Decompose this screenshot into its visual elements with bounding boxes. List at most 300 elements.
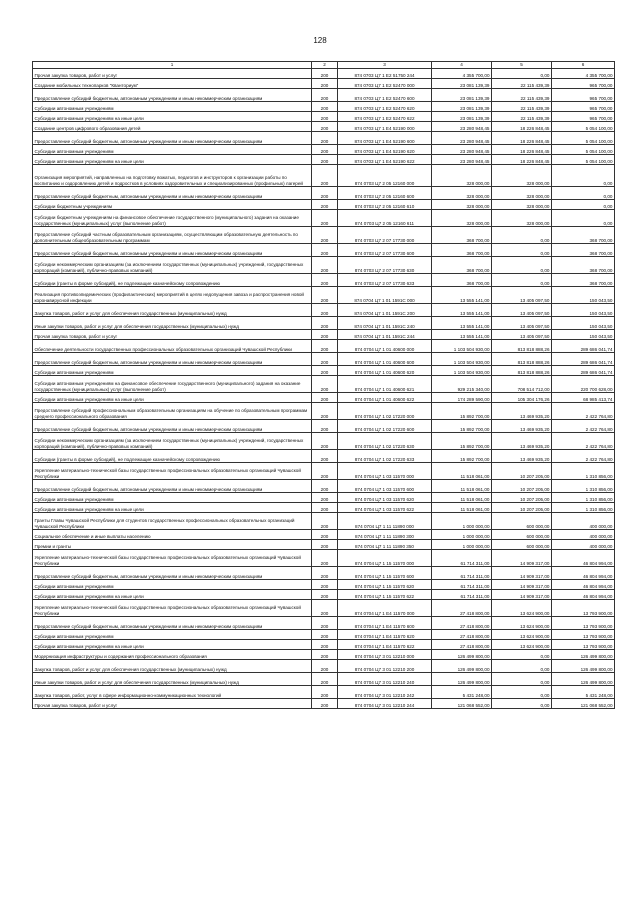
row-unexecuted: 368 700,00 xyxy=(552,257,615,274)
row-budget-code: 874 0704 Ц7 1 01 40600 600 xyxy=(338,353,432,366)
row-executed: 18 226 848,45 xyxy=(492,155,552,165)
page-number: 128 xyxy=(313,36,327,45)
row-name: Предоставление субсидий бюджетным, автономным учреждениям и иным некоммерческим организациям xyxy=(33,89,312,102)
row-admin-code: 200 xyxy=(312,660,338,673)
row-name: Субсидии (гранты в форме субсидий), не подлежащие казначейскому сопровождению xyxy=(33,274,312,287)
row-unexecuted: 1 310 856,00 xyxy=(552,463,615,480)
row-approved: 1 000 000,00 xyxy=(432,530,492,540)
table-row xyxy=(33,287,615,304)
table-row xyxy=(33,567,615,580)
row-approved: 126 499 800,00 xyxy=(432,650,492,660)
table-row xyxy=(33,590,615,600)
row-admin-code: 200 xyxy=(312,376,338,393)
row-name: Субсидии некоммерческим организациям (за исключением государственных (муниципальных) учреждений, государственных корпораций (компаний), публично-правовых компаний) xyxy=(33,257,312,274)
row-name: Субсидии бюджетным учреждениям xyxy=(33,200,312,210)
row-name: Реализация противоэпидемических (профилактических) мероприятий в целях недопущения завоза и распространения новой коронавирусной инфекции xyxy=(33,287,312,304)
table-row xyxy=(33,600,615,617)
row-budget-code: 874 0704 Ц7 1 02 17220 000 xyxy=(338,403,432,420)
row-executed: 600 000,00 xyxy=(492,513,552,530)
row-budget-code: 874 0703 Ц7 1 Е2 52470 000 xyxy=(338,79,432,89)
row-admin-code: 200 xyxy=(312,590,338,600)
table-row xyxy=(33,660,615,673)
row-admin-code: 200 xyxy=(312,580,338,590)
row-executed: 13 624 900,00 xyxy=(492,630,552,640)
row-unexecuted: 68 985 413,74 xyxy=(552,393,615,403)
row-executed: 13 405 097,50 xyxy=(492,287,552,304)
row-admin-code: 200 xyxy=(312,200,338,210)
table-row xyxy=(33,102,615,112)
row-executed: 14 909 317,00 xyxy=(492,550,552,567)
row-budget-code: 874 0703 Ц7 2 05 12160 610 xyxy=(338,200,432,210)
row-unexecuted: 368 700,00 xyxy=(552,244,615,257)
table-header-row xyxy=(33,62,615,69)
header-cell: 2 xyxy=(312,62,338,69)
row-name: Предоставление субсидий бюджетным, автономным учреждениям и иным некоммерческим организациям xyxy=(33,353,312,366)
row-executed: 0,00 xyxy=(492,673,552,686)
table-row xyxy=(33,480,615,493)
row-budget-code: 874 0703 Ц7 2 05 12160 611 xyxy=(338,210,432,227)
row-unexecuted: 5 054 100,00 xyxy=(552,145,615,155)
row-unexecuted: 1 310 856,00 xyxy=(552,503,615,513)
row-executed: 328 000,00 xyxy=(492,210,552,227)
row-executed: 18 226 848,45 xyxy=(492,122,552,132)
row-unexecuted: 965 700,00 xyxy=(552,112,615,122)
row-name: Предоставление субсидий бюджетным, автономным учреждениям и иным некоммерческим организациям xyxy=(33,617,312,630)
row-name: Субсидии автономным учреждениям xyxy=(33,366,312,376)
row-approved: 23 280 948,45 xyxy=(432,155,492,165)
row-approved: 1 103 504 930,00 xyxy=(432,366,492,376)
row-executed: 13 405 097,50 xyxy=(492,330,552,340)
row-admin-code: 200 xyxy=(312,503,338,513)
table-row xyxy=(33,227,615,244)
row-admin-code: 200 xyxy=(312,366,338,376)
row-approved: 368 700,00 xyxy=(432,274,492,287)
table-row xyxy=(33,257,615,274)
row-name: Прочая закупка товаров, работ и услуг xyxy=(33,330,312,340)
row-approved: 23 081 139,39 xyxy=(432,79,492,89)
row-approved: 121 068 552,00 xyxy=(432,699,492,709)
table-row xyxy=(33,244,615,257)
row-unexecuted: 0,00 xyxy=(552,200,615,210)
row-name: Субсидии автономным учреждениям на иные цели xyxy=(33,590,312,600)
row-budget-code: 874 0703 Ц7 2 05 12160 600 xyxy=(338,187,432,200)
row-budget-code: 874 0704 Ц7 1 03 11570 600 xyxy=(338,480,432,493)
table-row xyxy=(33,686,615,699)
row-unexecuted: 150 043,50 xyxy=(552,330,615,340)
row-unexecuted: 289 686 041,74 xyxy=(552,340,615,353)
row-executed: 13 624 900,00 xyxy=(492,617,552,630)
row-executed: 0,00 xyxy=(492,244,552,257)
row-unexecuted: 0,00 xyxy=(552,210,615,227)
row-executed: 22 115 439,39 xyxy=(492,102,552,112)
table-row xyxy=(33,79,615,89)
row-unexecuted: 400 000,00 xyxy=(552,540,615,550)
row-name: Предоставление субсидий бюджетным, автономным учреждениям и иным некоммерческим организациям xyxy=(33,420,312,433)
row-admin-code: 200 xyxy=(312,640,338,650)
row-budget-code: 874 0703 Ц7 2 07 17730 630 xyxy=(338,257,432,274)
row-budget-code: 874 0703 Ц7 2 07 17730 000 xyxy=(338,227,432,244)
table-row xyxy=(33,317,615,330)
table-row xyxy=(33,200,615,210)
table-row xyxy=(33,673,615,686)
row-executed: 0,00 xyxy=(492,699,552,709)
row-approved: 368 700,00 xyxy=(432,244,492,257)
row-admin-code: 200 xyxy=(312,530,338,540)
row-executed: 0,00 xyxy=(492,227,552,244)
table-row xyxy=(33,274,615,287)
row-approved: 61 714 311,00 xyxy=(432,567,492,580)
row-admin-code: 200 xyxy=(312,617,338,630)
row-executed: 0,00 xyxy=(492,69,552,79)
table-row xyxy=(33,376,615,393)
row-approved: 27 418 800,00 xyxy=(432,617,492,630)
row-approved: 11 518 061,00 xyxy=(432,503,492,513)
row-budget-code: 874 0704 Ц7 1 03 11570 622 xyxy=(338,503,432,513)
row-budget-code: 874 0704 Ц7 3 01 12210 240 xyxy=(338,673,432,686)
row-executed: 105 304 176,26 xyxy=(492,393,552,403)
row-unexecuted: 2 422 764,80 xyxy=(552,433,615,450)
row-unexecuted: 2 422 764,80 xyxy=(552,420,615,433)
row-budget-code: 874 0704 Ц7 1 01 40600 620 xyxy=(338,366,432,376)
row-admin-code: 200 xyxy=(312,287,338,304)
row-unexecuted: 400 000,00 xyxy=(552,530,615,540)
row-approved: 328 000,00 xyxy=(432,210,492,227)
row-name: Субсидии бюджетным учреждениям на финансовое обеспечение государственного (муниципального) задания на оказание государственных (муниципальных) услуг (выполнение работ) xyxy=(33,210,312,227)
header-cell: 3 xyxy=(338,62,432,69)
row-unexecuted: 4 355 700,00 xyxy=(552,69,615,79)
table-row xyxy=(33,463,615,480)
row-name: Укрепление материально-технической базы государственных профессиональных образовательных организаций Чувашской Республики xyxy=(33,600,312,617)
row-approved: 13 555 141,00 xyxy=(432,330,492,340)
row-approved: 13 555 141,00 xyxy=(432,287,492,304)
row-budget-code: 874 0704 Ц7 1 03 11570 620 xyxy=(338,493,432,503)
row-approved: 4 355 700,00 xyxy=(432,69,492,79)
row-name: Организация мероприятий, направленных на подготовку вожатых, педагогов и инструкторов к организации работы по воспитанию и оздоровлению детей и подростков в условиях оздоровительных и специализированных (профильных) лагерей xyxy=(33,165,312,187)
row-unexecuted: 46 804 994,00 xyxy=(552,580,615,590)
row-name: Предоставление субсидий бюджетным, автономным учреждениям и иным некоммерческим организациям xyxy=(33,132,312,145)
row-executed: 10 207 205,00 xyxy=(492,493,552,503)
row-name: Субсидии автономным учреждениям xyxy=(33,102,312,112)
row-admin-code: 200 xyxy=(312,132,338,145)
row-name: Закупка товаров, работ и услуг для обеспечения государственных (муниципальных) нужд xyxy=(33,660,312,673)
row-admin-code: 200 xyxy=(312,69,338,79)
row-budget-code: 874 0704 Ц7 1 01 40600 622 xyxy=(338,393,432,403)
row-executed: 13 469 935,20 xyxy=(492,450,552,463)
row-admin-code: 200 xyxy=(312,393,338,403)
budget-table xyxy=(32,61,615,709)
row-unexecuted: 2 422 764,80 xyxy=(552,403,615,420)
row-approved: 23 280 948,45 xyxy=(432,122,492,132)
row-name: Укрепление материально-технической базы государственных профессиональных образовательных организаций Чувашской Республики xyxy=(33,550,312,567)
row-executed: 22 115 439,39 xyxy=(492,89,552,102)
table-row xyxy=(33,187,615,200)
row-name: Иные закупки товаров, работ и услуг для обеспечения государственных (муниципальных) нужд xyxy=(33,317,312,330)
row-executed: 600 000,00 xyxy=(492,530,552,540)
row-approved: 27 418 800,00 xyxy=(432,640,492,650)
row-name: Субсидии автономным учреждениям на финансовое обеспечение государственного (муниципального) задания на оказание государственных (муниципальных) услуг (выполнение работ) xyxy=(33,376,312,393)
table-row xyxy=(33,580,615,590)
row-budget-code: 874 0704 Ц7 1 Е4 11570 000 xyxy=(338,600,432,617)
row-unexecuted: 126 499 800,00 xyxy=(552,650,615,660)
row-unexecuted: 126 499 800,00 xyxy=(552,673,615,686)
row-approved: 13 555 141,00 xyxy=(432,317,492,330)
table-row xyxy=(33,493,615,503)
row-name: Предоставление субсидий частным образовательным организациям, осуществляющим образовательную деятельность по дополнительным общеобразовательным программам xyxy=(33,227,312,244)
row-unexecuted: 126 499 800,00 xyxy=(552,660,615,673)
row-unexecuted: 965 700,00 xyxy=(552,79,615,89)
row-name: Субсидии автономным учреждениям на иные цели xyxy=(33,640,312,650)
table-row xyxy=(33,503,615,513)
row-unexecuted: 965 700,00 xyxy=(552,102,615,112)
row-approved: 11 518 061,00 xyxy=(432,480,492,493)
row-unexecuted: 368 700,00 xyxy=(552,227,615,244)
row-name: Предоставление субсидий бюджетным, автономным учреждениям и иным некоммерческим организациям xyxy=(33,480,312,493)
table-row xyxy=(33,165,615,187)
table-row xyxy=(33,650,615,660)
row-approved: 1 000 000,00 xyxy=(432,540,492,550)
row-unexecuted: 1 310 856,00 xyxy=(552,480,615,493)
header-cell: 1 xyxy=(33,62,312,69)
row-approved: 27 418 800,00 xyxy=(432,630,492,640)
row-unexecuted: 13 793 900,00 xyxy=(552,600,615,617)
row-admin-code: 200 xyxy=(312,540,338,550)
row-name: Субсидии автономным учреждениям xyxy=(33,630,312,640)
row-name: Гранты Главы Чувашской Республики для студентов государственных профессиональных образовательных организаций Чувашской Республики xyxy=(33,513,312,530)
row-unexecuted: 5 431 248,00 xyxy=(552,686,615,699)
row-name: Укрепление материально-технической базы государственных профессиональных образовательных организаций Чувашской Республики xyxy=(33,463,312,480)
row-executed: 22 115 439,39 xyxy=(492,112,552,122)
row-name: Субсидии автономным учреждениям на иные цели xyxy=(33,393,312,403)
row-executed: 18 226 848,45 xyxy=(492,132,552,145)
row-name: Субсидии автономным учреждениям на иные цели xyxy=(33,155,312,165)
row-name: Субсидии автономным учреждениям xyxy=(33,493,312,503)
row-admin-code: 200 xyxy=(312,187,338,200)
row-admin-code: 200 xyxy=(312,244,338,257)
row-admin-code: 200 xyxy=(312,630,338,640)
table-row xyxy=(33,366,615,376)
row-unexecuted: 2 422 764,80 xyxy=(552,450,615,463)
row-name: Социальное обеспечение и иные выплаты населению xyxy=(33,530,312,540)
row-name: Иные закупки товаров, работ и услуг для обеспечения государственных (муниципальных) нужд xyxy=(33,673,312,686)
row-unexecuted: 289 686 041,74 xyxy=(552,366,615,376)
row-approved: 126 499 800,00 xyxy=(432,673,492,686)
row-approved: 328 000,00 xyxy=(432,187,492,200)
row-executed: 13 405 097,50 xyxy=(492,304,552,317)
row-budget-code: 874 0704 Ц7 1 02 17220 630 xyxy=(338,433,432,450)
row-budget-code: 874 0703 Ц7 2 07 17730 600 xyxy=(338,244,432,257)
row-name: Премии и гранты xyxy=(33,540,312,550)
row-budget-code: 874 0703 Ц7 1 Е2 52470 620 xyxy=(338,102,432,112)
table-row xyxy=(33,353,615,366)
table-row xyxy=(33,617,615,630)
row-executed: 813 818 888,26 xyxy=(492,340,552,353)
header-cell: 4 xyxy=(432,62,492,69)
row-executed: 0,00 xyxy=(492,650,552,660)
row-name: Закупка товаров, работ, услуг в сфере информационно-коммуникационных технологий xyxy=(33,686,312,699)
row-unexecuted: 5 054 100,00 xyxy=(552,155,615,165)
row-executed: 0,00 xyxy=(492,660,552,673)
table-row xyxy=(33,640,615,650)
row-approved: 11 518 061,00 xyxy=(432,463,492,480)
row-admin-code: 200 xyxy=(312,480,338,493)
row-budget-code: 874 0703 Ц7 1 Е4 52190 000 xyxy=(338,122,432,132)
row-budget-code: 874 0703 Ц7 2 05 12160 000 xyxy=(338,165,432,187)
row-approved: 1 103 504 930,00 xyxy=(432,340,492,353)
row-unexecuted: 46 804 994,00 xyxy=(552,590,615,600)
row-approved: 61 714 311,00 xyxy=(432,580,492,590)
row-admin-code: 200 xyxy=(312,165,338,187)
row-budget-code: 874 0704 Ц7 1 02 17220 600 xyxy=(338,420,432,433)
row-budget-code: 874 0704 Ц7 1 15 11570 000 xyxy=(338,550,432,567)
row-unexecuted: 5 054 100,00 xyxy=(552,132,615,145)
row-unexecuted: 965 700,00 xyxy=(552,89,615,102)
row-budget-code: 874 0704 Ц7 3 01 12210 244 xyxy=(338,699,432,709)
row-approved: 23 280 948,45 xyxy=(432,132,492,145)
row-admin-code: 200 xyxy=(312,227,338,244)
row-budget-code: 874 0704 Ц7 1 01 1591С 244 xyxy=(338,330,432,340)
row-budget-code: 874 0704 Ц7 1 15 11570 622 xyxy=(338,590,432,600)
row-executed: 813 818 888,26 xyxy=(492,366,552,376)
row-executed: 13 624 900,00 xyxy=(492,640,552,650)
row-executed: 10 207 205,00 xyxy=(492,463,552,480)
row-executed: 18 226 848,45 xyxy=(492,145,552,155)
row-unexecuted: 46 804 994,00 xyxy=(552,550,615,567)
row-admin-code: 200 xyxy=(312,102,338,112)
row-admin-code: 200 xyxy=(312,433,338,450)
row-budget-code: 874 0703 Ц7 1 Е2 51750 244 xyxy=(338,69,432,79)
row-admin-code: 200 xyxy=(312,340,338,353)
table-row xyxy=(33,433,615,450)
row-name: Модернизация инфраструктуры и содержания профессионального образования xyxy=(33,650,312,660)
row-approved: 328 000,00 xyxy=(432,165,492,187)
row-budget-code: 874 0703 Ц7 1 Е4 52190 600 xyxy=(338,132,432,145)
table-row xyxy=(33,630,615,640)
row-unexecuted: 289 686 041,74 xyxy=(552,353,615,366)
row-budget-code: 874 0703 Ц7 1 Е2 52470 600 xyxy=(338,89,432,102)
row-admin-code: 200 xyxy=(312,567,338,580)
row-approved: 368 700,00 xyxy=(432,257,492,274)
row-unexecuted: 150 043,50 xyxy=(552,304,615,317)
row-name: Субсидии автономным учреждениям xyxy=(33,580,312,590)
row-executed: 708 514 712,00 xyxy=(492,376,552,393)
table-row xyxy=(33,155,615,165)
row-budget-code: 874 0704 Ц7 3 01 12210 000 xyxy=(338,650,432,660)
header-cell: 5 xyxy=(492,62,552,69)
row-approved: 1 000 000,00 xyxy=(432,513,492,530)
table-row xyxy=(33,340,615,353)
row-budget-code: 874 0704 Ц7 1 01 1591С 200 xyxy=(338,304,432,317)
row-budget-code: 874 0704 Ц7 1 11 11890 350 xyxy=(338,540,432,550)
row-executed: 813 818 888,26 xyxy=(492,353,552,366)
row-budget-code: 874 0704 Ц7 1 01 1591С 000 xyxy=(338,287,432,304)
row-budget-code: 874 0703 Ц7 1 Е2 52470 622 xyxy=(338,112,432,122)
table-row xyxy=(33,69,615,79)
row-unexecuted: 150 043,50 xyxy=(552,317,615,330)
row-name: Субсидии некоммерческим организациям (за исключением государственных (муниципальных) учреждений, государственных корпораций (компаний), публично-правовых компаний) xyxy=(33,433,312,450)
row-executed: 14 909 317,00 xyxy=(492,580,552,590)
row-admin-code: 200 xyxy=(312,699,338,709)
row-name: Предоставление субсидий бюджетным, автономным учреждениям и иным некоммерческим организациям xyxy=(33,244,312,257)
row-approved: 15 892 700,00 xyxy=(432,420,492,433)
table-row xyxy=(33,420,615,433)
row-unexecuted: 13 793 900,00 xyxy=(552,640,615,650)
table-row xyxy=(33,403,615,420)
table-row xyxy=(33,89,615,102)
row-admin-code: 200 xyxy=(312,403,338,420)
row-executed: 328 000,00 xyxy=(492,187,552,200)
row-executed: 600 000,00 xyxy=(492,540,552,550)
table-row xyxy=(33,122,615,132)
row-executed: 22 115 439,39 xyxy=(492,79,552,89)
row-name: Субсидии автономным учреждениям xyxy=(33,145,312,155)
row-unexecuted: 368 700,00 xyxy=(552,274,615,287)
row-name: Субсидии (гранты в форме субсидий), не подлежащие казначейскому сопровождению xyxy=(33,450,312,463)
row-approved: 15 892 700,00 xyxy=(432,450,492,463)
row-approved: 5 431 248,00 xyxy=(432,686,492,699)
row-admin-code: 200 xyxy=(312,550,338,567)
row-admin-code: 200 xyxy=(312,79,338,89)
row-approved: 23 280 948,45 xyxy=(432,145,492,155)
table-row xyxy=(33,699,615,709)
table-row xyxy=(33,145,615,155)
row-admin-code: 200 xyxy=(312,600,338,617)
row-name: Субсидии автономным учреждениям на иные цели xyxy=(33,503,312,513)
row-admin-code: 200 xyxy=(312,450,338,463)
row-name: Закупка товаров, работ и услуг для обеспечения государственных (муниципальных) нужд xyxy=(33,304,312,317)
table-row xyxy=(33,210,615,227)
row-name: Обеспечение деятельности государственных профессиональных образовательных организаций Чувашской Республики xyxy=(33,340,312,353)
row-executed: 13 469 935,20 xyxy=(492,420,552,433)
row-admin-code: 200 xyxy=(312,257,338,274)
row-admin-code: 200 xyxy=(312,112,338,122)
row-unexecuted: 121 068 552,00 xyxy=(552,699,615,709)
row-budget-code: 874 0704 Ц7 1 15 11570 620 xyxy=(338,580,432,590)
row-approved: 174 289 590,00 xyxy=(432,393,492,403)
row-name: Создание мобильных технопарков "Кванториум" xyxy=(33,79,312,89)
table-row xyxy=(33,540,615,550)
table-row xyxy=(33,112,615,122)
row-admin-code: 200 xyxy=(312,420,338,433)
table-row xyxy=(33,304,615,317)
row-unexecuted: 1 310 856,00 xyxy=(552,493,615,503)
row-budget-code: 874 0704 Ц7 1 03 11570 000 xyxy=(338,463,432,480)
row-name: Создание центров цифрового образования детей xyxy=(33,122,312,132)
row-budget-code: 874 0704 Ц7 1 15 11570 600 xyxy=(338,567,432,580)
row-admin-code: 200 xyxy=(312,317,338,330)
row-executed: 13 469 935,20 xyxy=(492,433,552,450)
row-name: Прочая закупка товаров, работ и услуг xyxy=(33,69,312,79)
row-name: Предоставление субсидий профессиональным образовательным организациям на обучение по образовательным программам среднего профессионального образования xyxy=(33,403,312,420)
row-budget-code: 874 0703 Ц7 1 Е4 52190 622 xyxy=(338,155,432,165)
row-unexecuted: 150 043,50 xyxy=(552,287,615,304)
row-admin-code: 200 xyxy=(312,493,338,503)
row-executed: 14 909 317,00 xyxy=(492,567,552,580)
row-executed: 0,00 xyxy=(492,686,552,699)
row-admin-code: 200 xyxy=(312,304,338,317)
row-unexecuted: 220 700 628,00 xyxy=(552,376,615,393)
row-admin-code: 200 xyxy=(312,145,338,155)
row-budget-code: 874 0703 Ц7 1 Е4 52190 620 xyxy=(338,145,432,155)
row-budget-code: 874 0704 Ц7 1 Е4 11570 620 xyxy=(338,630,432,640)
row-budget-code: 874 0704 Ц7 1 01 40600 621 xyxy=(338,376,432,393)
row-executed: 0,00 xyxy=(492,274,552,287)
row-approved: 328 000,00 xyxy=(432,200,492,210)
table-row xyxy=(33,513,615,530)
row-unexecuted: 46 804 994,00 xyxy=(552,567,615,580)
row-admin-code: 200 xyxy=(312,513,338,530)
row-approved: 23 081 139,39 xyxy=(432,89,492,102)
row-executed: 10 207 205,00 xyxy=(492,480,552,493)
